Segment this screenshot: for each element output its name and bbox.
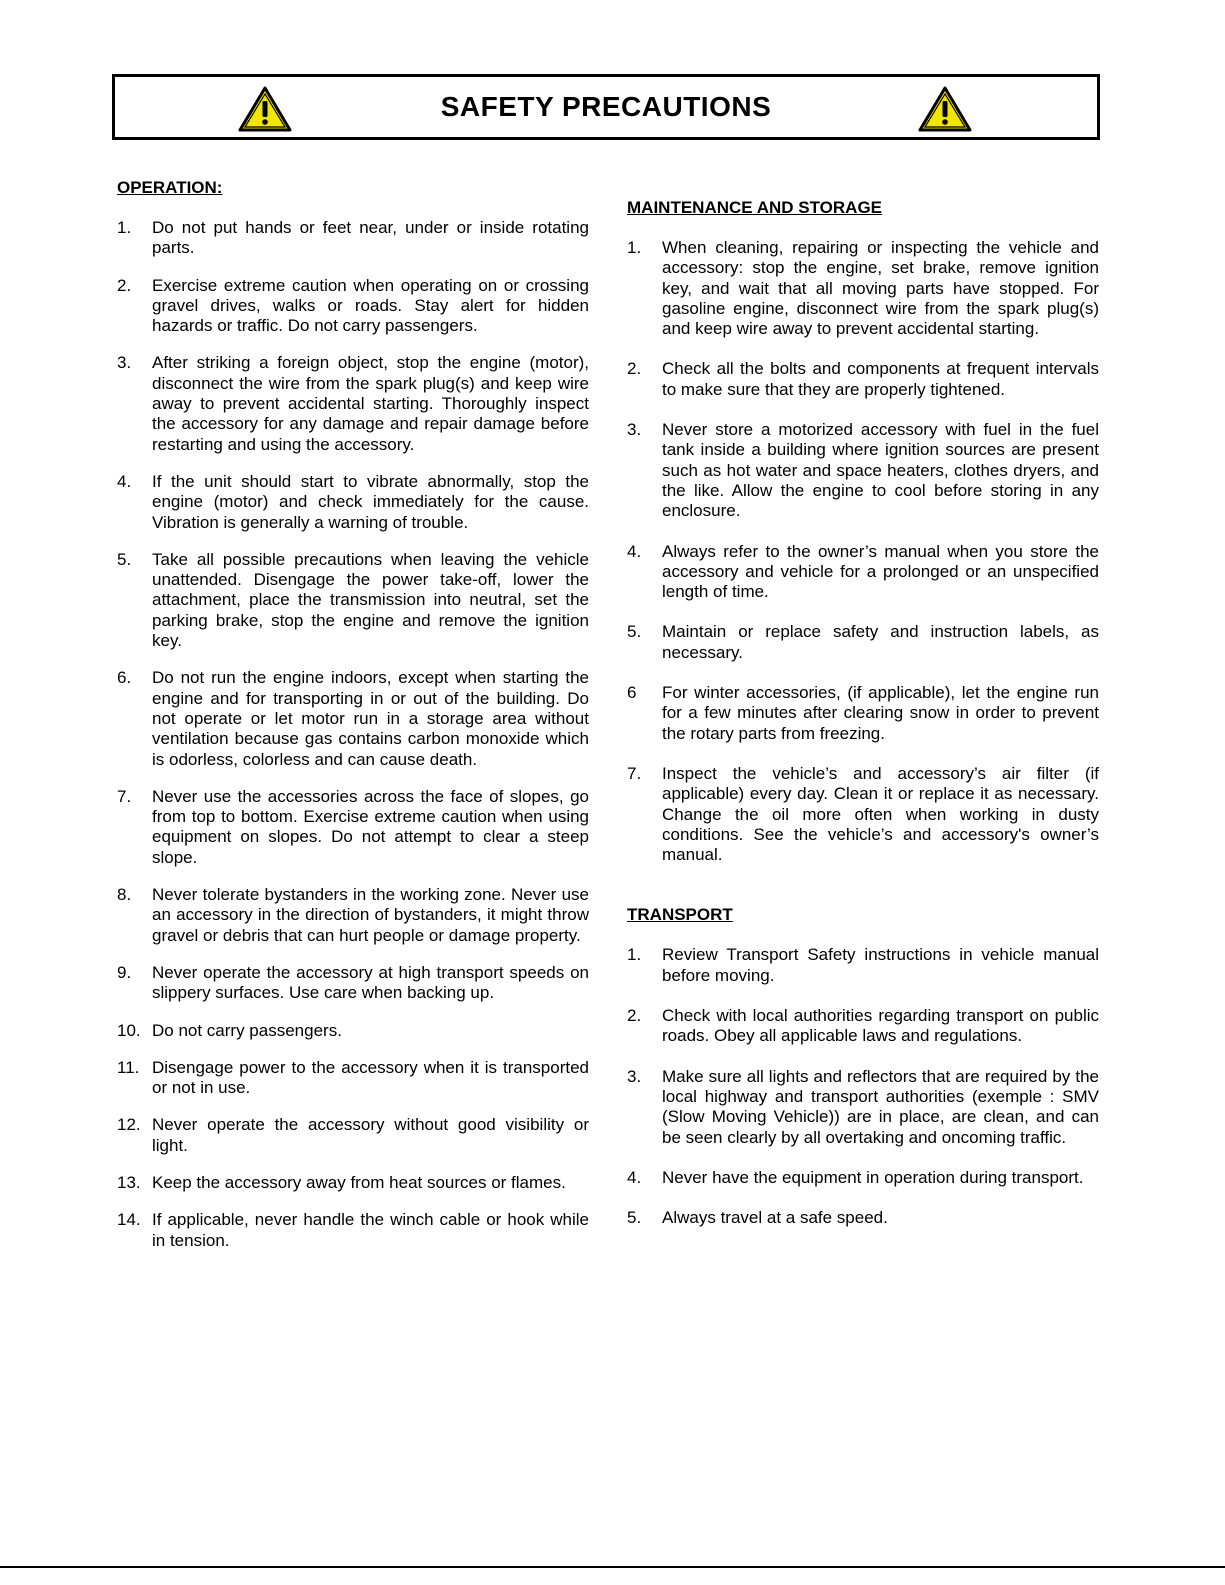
item-number: 10. <box>117 1020 141 1040</box>
item-text: Never operate the accessory without good visibility or light. <box>152 1115 589 1155</box>
list-item <box>627 542 1099 603</box>
item-text: Never use the accessories across the face of slopes, go from top to bottom. Exercise extreme caution when using equipment on slopes. Do not attempt to clear a steep slope. <box>152 786 589 867</box>
transport-list <box>627 945 1099 1228</box>
list-item <box>117 963 589 1004</box>
warning-triangle-icon <box>917 85 973 133</box>
list-item <box>627 1168 1099 1188</box>
item-text: Keep the accessory away from heat sources or flames. <box>152 1172 566 1192</box>
item-text: Never operate the accessory at high transport speeds on slippery surfaces. Use care when backing up. <box>152 962 589 1003</box>
item-text: If applicable, never handle the winch cable or hook while in tension. <box>152 1210 589 1250</box>
operation-heading: OPERATION: <box>117 178 223 197</box>
item-number: 12. <box>117 1115 141 1135</box>
list-item <box>627 764 1099 865</box>
item-text: Inspect the vehicle’s and accessory’s air filter (if applicable) every day. Clean it or replace it as necessary. Change the oil more often when working in dusty conditions. See the vehicle’s and accessory's owner’s manual. <box>662 763 1099 865</box>
item-number: 3. <box>627 420 642 440</box>
item-number: 1. <box>627 238 642 257</box>
list-item <box>117 1173 589 1193</box>
list-item <box>627 945 1099 986</box>
list-item <box>117 353 589 454</box>
item-number: 13. <box>117 1172 141 1192</box>
list-item <box>117 1021 589 1041</box>
list-item <box>117 276 589 337</box>
safety-banner <box>112 74 1100 140</box>
maintenance-transport-column <box>627 198 1099 1248</box>
item-text: For winter accessories, (if applicable), let the engine run for a few minutes after clearing snow in order to prevent the rotary parts from freezing. <box>662 683 1099 743</box>
item-number: 7. <box>627 763 642 783</box>
item-text: Take all possible precautions when leaving the vehicle unattended. Disengage the power take-off, lower the attachment, place the transmission into neutral, set the parking brake, stop the engine and remove the ignition key. <box>152 549 589 651</box>
item-text: Never have the equipment in operation during transport. <box>662 1167 1084 1187</box>
item-number: 2. <box>627 1006 642 1026</box>
maintenance-heading: MAINTENANCE AND STORAGE <box>627 198 883 217</box>
item-text: Never tolerate bystanders in the working zone. Never use an accessory in the direction of bystanders, it might throw gravel or debris that can hurt people or damage property. <box>152 885 589 945</box>
item-text: Do not put hands or feet near, under or inside rotating parts. <box>152 218 589 258</box>
item-number: 1. <box>627 945 642 965</box>
item-text: Check all the bolts and components at frequent intervals to make sure that they are properly tightened. <box>662 359 1099 399</box>
list-item <box>117 472 589 533</box>
item-number: 9. <box>117 962 132 982</box>
transport-heading: TRANSPORT <box>627 905 733 925</box>
list-item <box>627 622 1099 663</box>
item-text: Check with local authorities regarding transport on public roads. Obey all applicable laws and regulations. <box>662 1006 1099 1046</box>
list-item <box>117 1210 589 1251</box>
item-number: 4. <box>627 541 642 561</box>
page-title: SAFETY PRECAUTIONS <box>440 91 772 122</box>
item-text: Maintain or replace safety and instruction labels, as necessary. <box>662 622 1099 662</box>
item-text: Do not run the engine indoors, except when starting the engine and for transporting in or out of the building. Do not operate or let motor run in a storage area without ventilation because gas contains carbon monoxide which is odorless, colorless and can cause death. <box>152 668 589 769</box>
item-number: 8. <box>117 885 132 905</box>
operation-list <box>117 218 589 1251</box>
list-item <box>117 550 589 651</box>
item-number: 5. <box>117 549 132 569</box>
list-item <box>627 359 1099 400</box>
item-text: Do not carry passengers. <box>152 1020 342 1040</box>
list-item <box>117 1058 589 1099</box>
item-number: 2. <box>117 275 132 295</box>
list-item <box>627 420 1099 521</box>
item-number: 4. <box>117 471 132 491</box>
list-item <box>627 1208 1099 1228</box>
item-number: 1. <box>117 218 132 237</box>
item-number: 11. <box>117 1057 140 1077</box>
list-item <box>627 1006 1099 1047</box>
section-spacer <box>627 885 1099 905</box>
item-number: 3. <box>117 353 132 373</box>
item-number: 6. <box>117 668 132 688</box>
list-item <box>117 1115 589 1156</box>
item-text: After striking a foreign object, stop the engine (motor), disconnect the wire from the spark plug(s) and keep wire away to prevent accidental starting. Thoroughly inspect the accessory for any damage and repair damage before restarting and using the accessory. <box>152 353 589 454</box>
list-item <box>117 668 589 769</box>
list-item <box>627 238 1099 339</box>
item-number: 7. <box>117 786 132 806</box>
maintenance-list <box>627 238 1099 865</box>
operation-section <box>117 178 589 1268</box>
list-item <box>627 1067 1099 1148</box>
item-text: Disengage power to the accessory when it is transported or not in use. <box>152 1057 589 1098</box>
list-item <box>117 885 589 946</box>
item-text: Always travel at a safe speed. <box>662 1208 888 1228</box>
list-item <box>117 218 589 259</box>
item-text: If the unit should start to vibrate abnormally, stop the engine (motor) and check immediately for the cause. Vibration is generally a warning of trouble. <box>152 471 589 532</box>
item-number: 2. <box>627 359 642 379</box>
item-number: 4. <box>627 1167 642 1187</box>
item-number: 3. <box>627 1066 642 1086</box>
item-text: Exercise extreme caution when operating on or crossing gravel drives, walks or roads. Stay alert for hidden hazards or traffic. Do not carry passengers. <box>152 275 589 336</box>
list-item <box>627 683 1099 744</box>
page-bottom-rule <box>0 1566 1225 1568</box>
item-number: 5. <box>627 1208 642 1228</box>
item-text: Always refer to the owner’s manual when you store the accessory and vehicle for a prolonged or an unspecified length of time. <box>662 541 1099 602</box>
list-item <box>117 787 589 868</box>
item-text: Review Transport Safety instructions in vehicle manual before moving. <box>662 945 1099 985</box>
item-text: Never store a motorized accessory with fuel in the fuel tank inside a building where ignition sources are present such as hot water and space heaters, clothes dryers, and the like. Allow the engine to cool before storing in any enclosure. <box>662 420 1099 521</box>
item-number: 5. <box>627 622 642 642</box>
item-number: 6 <box>627 683 637 703</box>
item-text: When cleaning, repairing or inspecting the vehicle and accessory: stop the engine, set brake, remove ignition key, and wait that all moving parts have stopped. For gasoline engine, disconnect wire from the spark plug(s) and keep wire away to prevent accidental starting. <box>662 238 1099 339</box>
item-text: Make sure all lights and reflectors that are required by the local highway and transport authorities (exemple : SMV (Slow Moving Vehicle)) are in place, are clean, and can be seen clearly by all overtaking and oncoming traffic. <box>662 1066 1099 1147</box>
item-number: 14. <box>117 1210 141 1230</box>
